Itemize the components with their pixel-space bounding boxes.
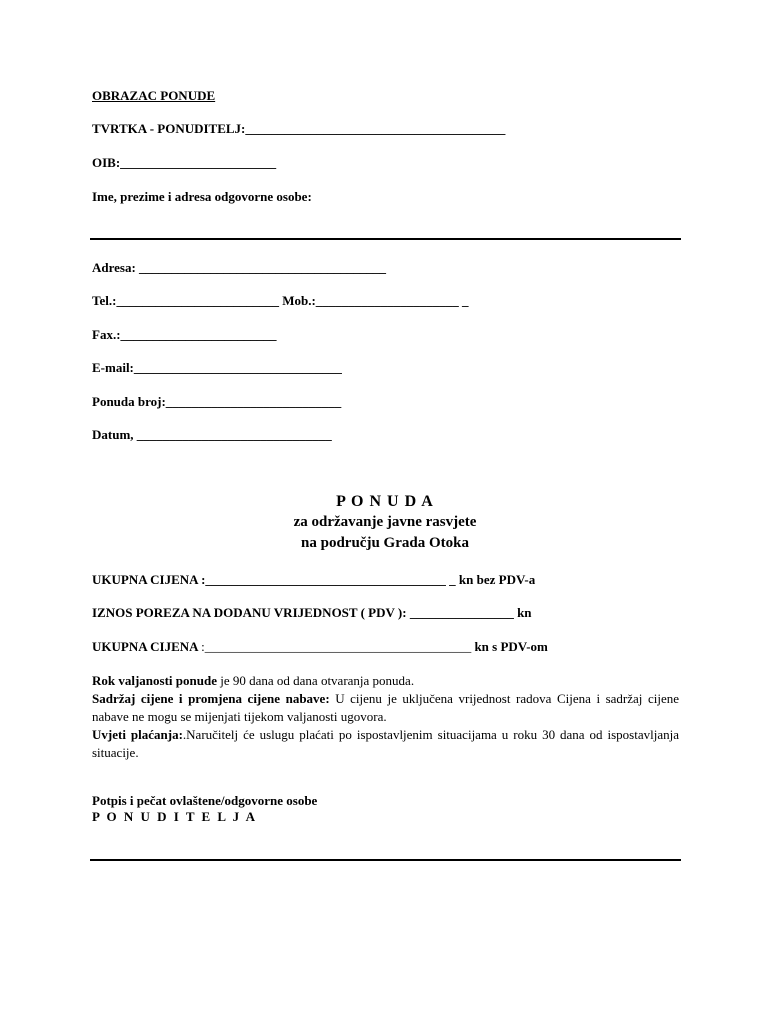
offer-number-field: Ponuda broj:___________________________ — [92, 394, 342, 409]
date-field: Datum, ______________________________ — [92, 427, 332, 442]
total-with-vat-line: _________________________________________ — [204, 639, 472, 654]
total-without-vat-line: _____________________________________ _ — [205, 572, 456, 587]
signature-title: P O N U D I T E L J A — [92, 809, 258, 824]
responsible-person-label: Ime, prezime i adresa odgovorne osobe: — [92, 189, 312, 204]
validity-text: je 90 dana od dana otvaranja ponuda. — [216, 673, 415, 688]
company-field: TVRTKA - PONUDITELJ:________________________________________ — [92, 121, 506, 136]
address-field: Adresa: ______________________________________ — [92, 260, 387, 275]
content-label: Sadržaj cijene i promjena cijene nabave: — [92, 691, 330, 706]
email-field: E-mail:________________________________ — [92, 360, 342, 375]
responsible-person-line — [90, 238, 681, 240]
phone-field: Tel.:_________________________ Mob.:______________________ _ — [92, 293, 469, 308]
form-title: OBRAZAC PONUDE — [92, 88, 216, 103]
oib-field: OIB:________________________ — [92, 155, 277, 170]
total-without-vat-label: UKUPNA CIJENA : — [92, 572, 206, 587]
terms-block — [92, 672, 679, 762]
vat-amount-line: ________________ — [409, 605, 514, 620]
total-with-vat-suffix: kn s PDV-om — [471, 639, 548, 654]
validity-label: Rok valjanosti ponude — [92, 673, 217, 688]
total-with-vat-colon: : — [201, 639, 205, 654]
signature-line — [90, 859, 681, 861]
fax-field: Fax.:________________________ — [92, 327, 277, 342]
offer-title: P O N U D A — [336, 493, 434, 510]
offer-subtitle-2: na području Grada Otoka — [301, 535, 469, 551]
total-without-vat-suffix: kn bez PDV-a — [455, 572, 536, 587]
payment-text: .Naručitelj će uslugu plaćati po ispostavljenim situacijama u roku 30 dana od ispostavljanja situacije. — [92, 727, 679, 760]
total-with-vat-label: UKUPNA CIJENA — [92, 639, 202, 654]
vat-amount-suffix: kn — [513, 605, 532, 620]
content-text: U cijenu je uključena vrijednost radova Cijena i sadržaj cijene nabave ne mogu se mijenjati tijekom valjanosti ugovora. — [92, 691, 679, 724]
total-without-vat — [92, 572, 535, 588]
signature-label: Potpis i pečat ovlaštene/odgovorne osobe — [92, 793, 318, 808]
vat-amount-label: IZNOS POREZA NA DODANU VRIJEDNOST ( PDV ): — [92, 605, 410, 620]
vat-amount — [92, 605, 532, 621]
total-with-vat — [92, 639, 548, 655]
payment-label: Uvjeti plaćanja: — [92, 727, 183, 742]
offer-subtitle-1: za održavanje javne rasvjete — [293, 514, 477, 530]
